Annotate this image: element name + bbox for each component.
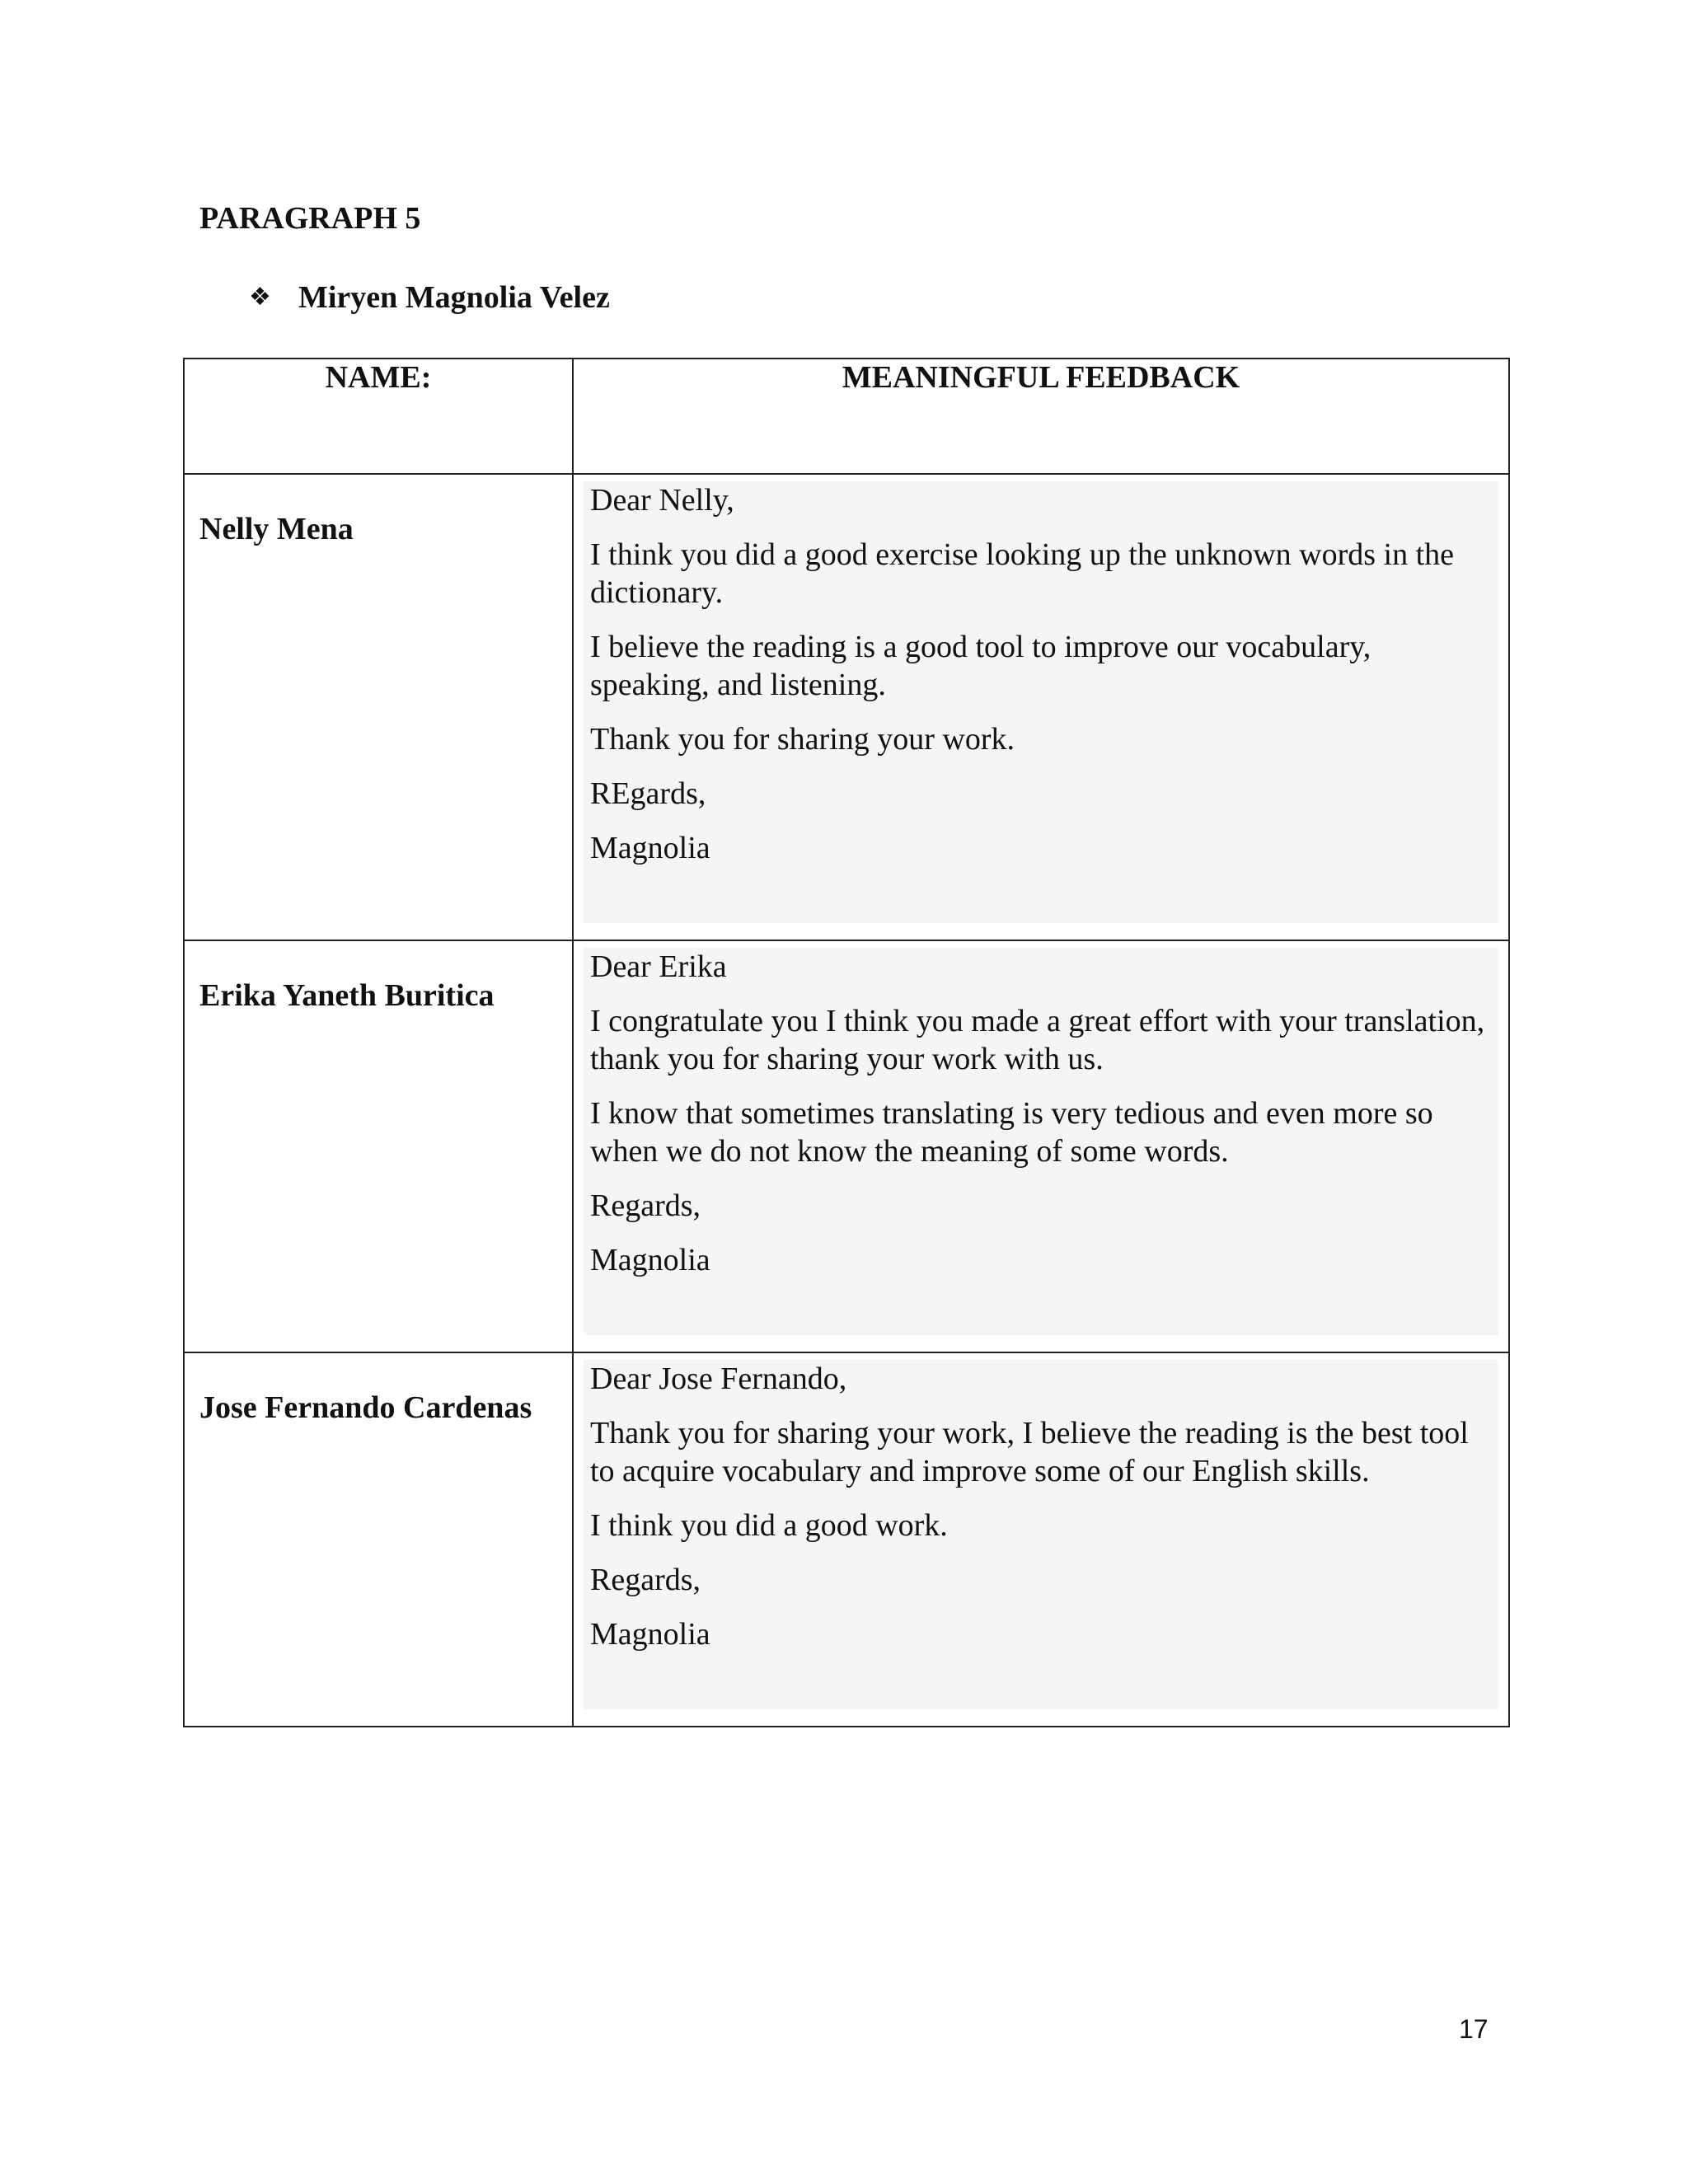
student-name: Erika Yaneth Buritica: [184, 940, 573, 1352]
table-row: [184, 940, 1509, 1352]
diamond-bullet-icon: ❖: [249, 283, 271, 312]
student-name: Nelly Mena: [184, 474, 573, 940]
feedback-closing: Regards,: [590, 1563, 701, 1597]
feedback-cell: [573, 1352, 1509, 1727]
student-name: Jose Fernando Cardenas: [184, 1352, 573, 1727]
author-line: [249, 279, 610, 316]
feedback-text: I congratulate you I think you made a great effort with your translation, thank you for sharing your work with us.: [590, 1004, 1485, 1076]
feedback-text: I think you did a good work.: [590, 1508, 948, 1543]
page-heading: PARAGRAPH 5: [199, 201, 421, 236]
feedback-text: I know that sometimes translating is very tedious and even more so when we do not know the meaning of some words.: [590, 1096, 1433, 1169]
feedback-cell: [573, 940, 1509, 1352]
feedback-text: I think you did a good exercise looking up the unknown words in the dictionary.: [590, 537, 1455, 610]
feedback-box: [584, 481, 1498, 923]
feedback-table: [183, 358, 1510, 1727]
table-header-row: [184, 359, 1509, 474]
feedback-closing: REgards,: [590, 776, 706, 811]
feedback-greeting: Dear Jose Fernando,: [590, 1361, 847, 1396]
feedback-closing: Regards,: [590, 1188, 701, 1223]
column-header-feedback: MEANINGFUL FEEDBACK: [573, 359, 1509, 474]
feedback-greeting: Dear Erika: [590, 949, 727, 984]
table-row: [184, 474, 1509, 940]
feedback-box: [584, 948, 1498, 1335]
feedback-text: Thank you for sharing your work.: [590, 722, 1015, 757]
author-name: Miryen Magnolia Velez: [298, 280, 610, 315]
feedback-signature: Magnolia: [590, 1243, 710, 1277]
feedback-text: Thank you for sharing your work, I believe the reading is the best tool to acquire vocabulary and improve some of our English skills.: [590, 1416, 1469, 1488]
table-row: [184, 1352, 1509, 1727]
feedback-greeting: Dear Nelly,: [590, 483, 734, 518]
feedback-text: I believe the reading is a good tool to improve our vocabulary, speaking, and listening.: [590, 630, 1372, 702]
feedback-cell: [573, 474, 1509, 940]
column-header-name: NAME:: [184, 359, 573, 474]
feedback-box: [584, 1360, 1498, 1709]
feedback-signature: Magnolia: [590, 1617, 710, 1652]
page-number: 17: [1459, 2014, 1489, 2044]
feedback-signature: Magnolia: [590, 831, 710, 865]
